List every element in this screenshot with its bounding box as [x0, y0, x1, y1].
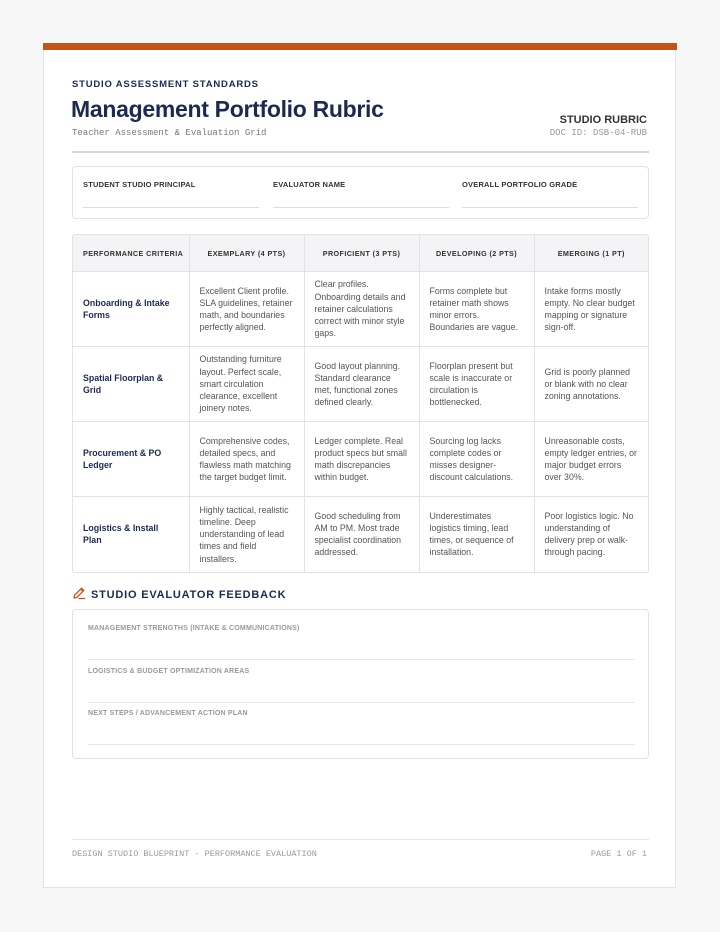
feedback-heading — [72, 587, 286, 603]
next-steps-label: NEXT STEPS / ADVANCEMENT ACTION PLAN — [88, 710, 248, 717]
grade-field-label: OVERALL PORTFOLIO GRADE — [462, 180, 578, 189]
rubric-cell: Underestimates logistics timing, lead times, or sequence of installation. — [419, 497, 534, 572]
rubric-cell: Unreasonable costs, empty ledger entries, or major budget errors over 30%. — [534, 422, 648, 497]
next-steps-line[interactable] — [88, 744, 635, 745]
rubric-table — [72, 234, 649, 573]
rubric-cell: Forms complete but retainer math shows minor errors. Boundaries are vague. — [419, 272, 534, 347]
info-fields — [72, 166, 649, 219]
rubric-cell: Floorplan present but scale is inaccurate or circulation is bottlenecked. — [419, 347, 534, 422]
student-field-label: STUDENT STUDIO PRINCIPAL — [83, 180, 196, 189]
feedback-heading-text: STUDIO EVALUATOR FEEDBACK — [91, 589, 287, 601]
table-row — [73, 422, 648, 497]
rubric-cell: Grid is poorly planned or blank with no clear zoning annotations. — [534, 347, 648, 422]
rubric-label: STUDIO RUBRIC — [559, 114, 647, 126]
rubric-cell: Clear profiles. Onboarding details and retainer calculations correct with minor style gaps. — [304, 272, 419, 347]
table-row — [73, 497, 648, 572]
rubric-cell: Ledger complete. Real product specs but small math discrepancies within budget. — [304, 422, 419, 497]
rubric-cell: Outstanding furniture layout. Perfect scale, smart circulation clearance, excellent joinery notes. — [189, 347, 304, 422]
strengths-label: MANAGEMENT STRENGTHS (INTAKE & COMMUNICATIONS) — [88, 625, 300, 632]
student-field-line — [83, 207, 259, 208]
criterion-cell: Onboarding & Intake Forms — [73, 272, 189, 347]
column-header: EXEMPLARY (4 PTS) — [189, 235, 304, 272]
column-header: PROFICIENT (3 PTS) — [304, 235, 419, 272]
pencil-icon — [72, 586, 86, 605]
header-divider — [72, 151, 649, 153]
rubric-header-row — [73, 235, 648, 272]
criterion-cell: Logistics & Install Plan — [73, 497, 189, 572]
column-header: DEVELOPING (2 PTS) — [419, 235, 534, 272]
rubric-cell: Good layout planning. Standard clearance met, functional zones defined clearly. — [304, 347, 419, 422]
rubric-cell: Comprehensive codes, detailed specs, and flawless math matching the target budget limit. — [189, 422, 304, 497]
document-page — [43, 43, 676, 888]
rubric-cell: Poor logistics logic. No understanding of delivery prep or walk-through pacing. — [544, 510, 634, 558]
optimization-line[interactable] — [88, 702, 635, 703]
criterion-cell: Spatial Floorplan & Grid — [73, 347, 189, 422]
rubric-cell: Intake forms mostly empty. No clear budget mapping or signature sign-off. — [534, 272, 648, 347]
rubric-cell: Excellent Client profile. SLA guidelines, retainer math, and boundaries perfectly aligned. — [189, 272, 304, 347]
footer-page-number: PAGE 1 OF 1 — [590, 849, 647, 859]
optimization-label: LOGISTICS & BUDGET OPTIMIZATION AREAS — [88, 668, 250, 675]
evaluator-field[interactable] — [273, 180, 449, 189]
evaluator-field-label: EVALUATOR NAME — [273, 180, 346, 189]
table-row — [73, 347, 648, 422]
accent-bar — [43, 43, 677, 50]
rubric-cell: Good scheduling from AM to PM. Most trade specialist coordination addressed. — [304, 497, 419, 572]
feedback-box — [72, 609, 649, 759]
rubric-cell: Sourcing log lacks complete codes or misses designer-discount calculations. — [419, 422, 534, 497]
evaluator-field-line — [273, 207, 449, 208]
doc-id: DOC ID: DSB-04-RUB — [549, 128, 647, 138]
criterion-cell: Procurement & PO Ledger — [73, 422, 189, 497]
column-header: PERFORMANCE CRITERIA — [73, 235, 189, 272]
footer-divider — [72, 839, 649, 840]
page-subtitle: Teacher Assessment & Evaluation Grid — [72, 128, 267, 138]
footer-left: DESIGN STUDIO BLUEPRINT - PERFORMANCE EVALUATION — [72, 849, 317, 859]
strengths-line[interactable] — [88, 659, 635, 660]
column-header: EMERGING (1 PT) — [534, 235, 648, 272]
eyebrow-label: STUDIO ASSESSMENT STANDARDS — [72, 79, 259, 90]
table-row — [73, 272, 648, 347]
student-field[interactable] — [83, 180, 259, 189]
page-title: Management Portfolio Rubric — [71, 96, 384, 122]
grade-field-line — [462, 207, 638, 208]
grade-field[interactable] — [462, 180, 638, 189]
rubric-cell: Highly tactical, realistic timeline. Deep understanding of lead times and field installers. — [189, 497, 304, 572]
